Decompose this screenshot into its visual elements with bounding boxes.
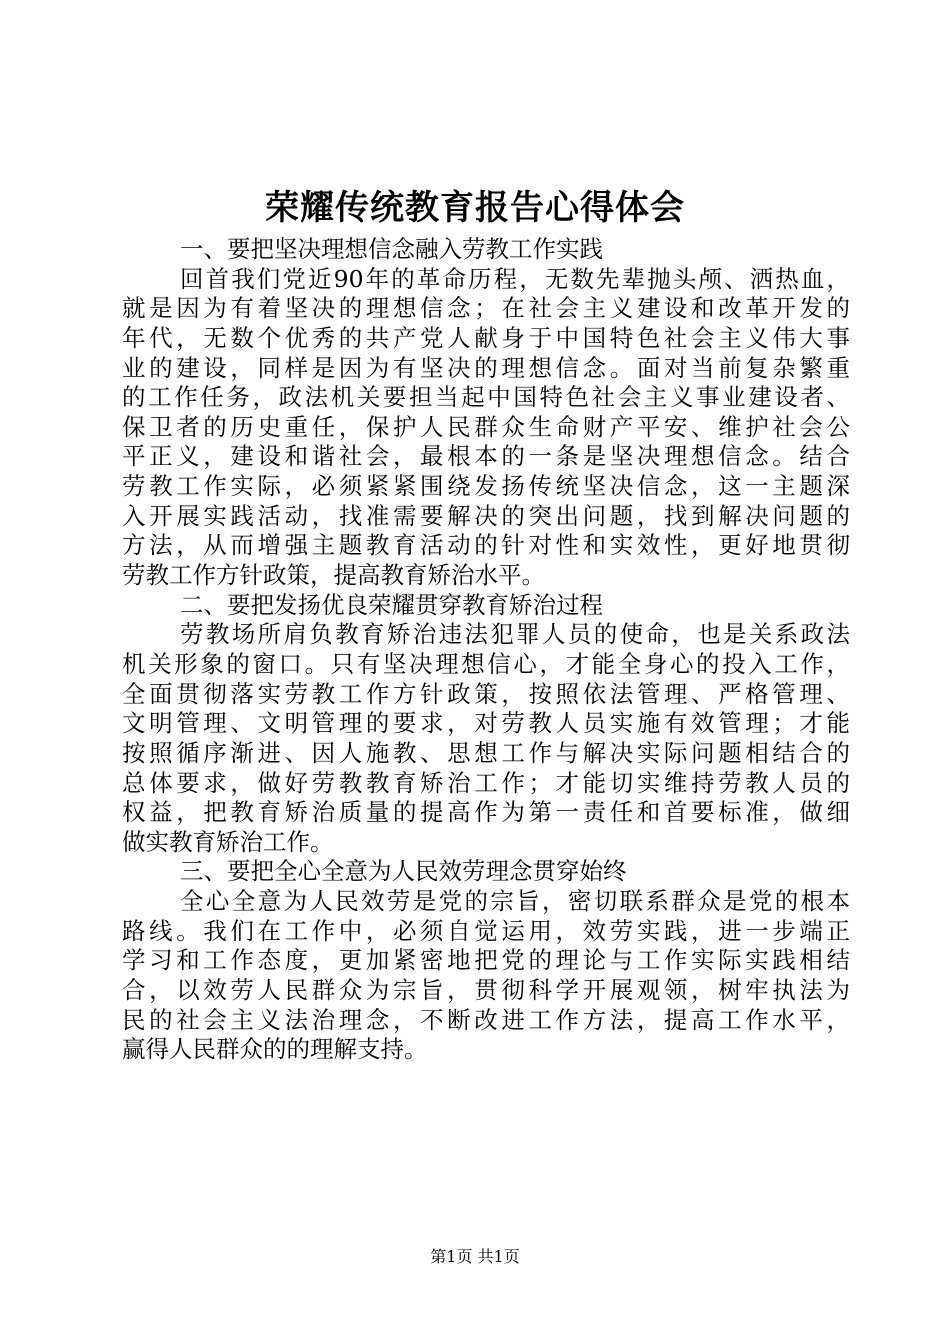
paragraph-line: 路线。我们在工作中，必须自觉运用，效劳实践，进一步端正 [122,916,850,945]
paragraph-line: 全心全意为人民效劳是党的宗旨，密切联系群众是党的根本 [180,887,850,916]
section-heading: 三、要把全心全意为人民效劳理念贯穿始终 [180,857,627,886]
paragraph-line: 权益，把教育矫治质量的提高作为第一责任和首要标准，做细 [122,798,850,827]
paragraph-line: 按照循序渐进、因人施教、思想工作与解决实际问题相结合的 [122,738,850,767]
paragraph-line: 平正义，建设和谐社会，最根本的一条是坚决理想信念。结合 [122,442,850,471]
paragraph-line: 入开展实践活动，找准需要解决的突出问题，找到解决问题的 [122,501,850,530]
paragraph-line: 全面贯彻落实劳教工作方针政策，按照依法管理、严格管理、 [122,679,850,708]
paragraph-line: 机关形象的窗口。只有坚决理想信心，才能全身心的投入工作， [122,649,850,678]
paragraph-line: 方法，从而增强主题教育活动的针对性和实效性，更好地贯彻 [122,531,850,560]
paragraph-line: 总体要求，做好劳教教育矫治工作；才能切实维持劳教人员的 [122,768,850,797]
section-heading: 一、要把坚决理想信念融入劳教工作实践 [180,235,603,263]
paragraph-line: 年代，无数个优秀的共产党人献身于中国特色社会主义伟大事 [122,323,850,352]
paragraph-line: 就是因为有着坚决的理想信念；在社会主义建设和改革开发的 [122,294,850,323]
paragraph-line: 赢得人民群众的的理解支持。 [122,1035,428,1064]
paragraph-line: 的工作任务，政法机关要担当起中国特色社会主义事业建设者、 [122,383,850,412]
paragraph-line: 保卫者的历史重任，保护人民群众生命财产平安、维护社会公 [122,412,850,441]
paragraph-line: 劳教工作实际，必须紧紧围绕发扬传统坚决信念，这一主题深 [122,472,850,501]
paragraph-line: 学习和工作态度，更加紧密地把党的理论与工作实际实践相结 [122,946,850,975]
paragraph-line: 文明管理、文明管理的要求，对劳教人员实施有效管理；才能 [122,709,850,738]
paragraph-line: 回首我们党近90年的革命历程，无数先辈抛头颅、洒热血， [180,264,850,293]
page-footer: 第1页 共1页 [430,1247,520,1266]
paragraph-line: 民的社会主义法治理念，不断改进工作方法，提高工作水平， [122,1005,850,1034]
paragraph-line: 合，以效劳人民群众为宗旨，贯彻科学开展观领，树牢执法为 [122,976,850,1005]
section-heading: 二、要把发扬优良荣耀贯穿教育矫治过程 [180,590,603,619]
paragraph-line: 劳教工作方针政策，提高教育矫治水平。 [122,561,545,590]
paragraph-line: 做实教育矫治工作。 [122,827,334,856]
document-body [122,235,850,1065]
paragraph-line: 劳教场所肩负教育矫治违法犯罪人员的使命，也是关系政法 [180,620,850,649]
document-title: 荣耀传统教育报告心得体会 [265,188,685,228]
paragraph-line: 业的建设，同样是因为有坚决的理想信念。面对当前复杂繁重 [122,353,850,382]
